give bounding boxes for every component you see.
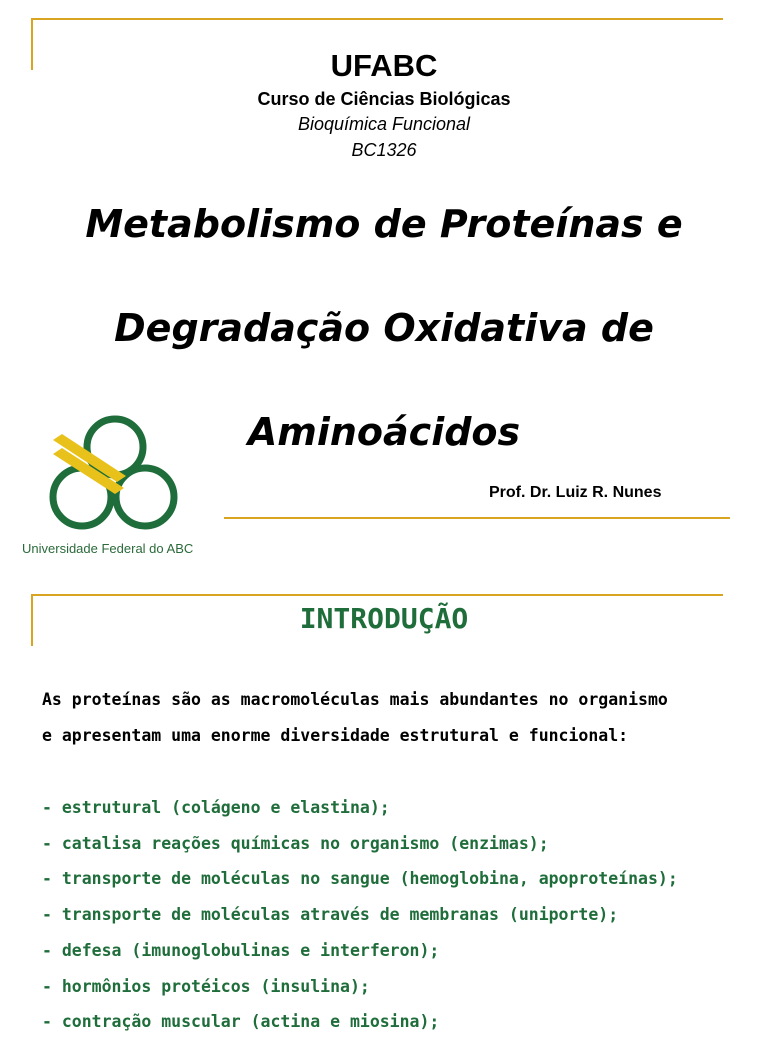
subject-name: Bioquímica Funcional [297,114,471,134]
title-line-3: Aminoácidos [247,410,521,454]
title-line-1: Metabolismo de Proteínas e [85,202,683,246]
list-item: - defesa (imunoglobulinas e interferon); [42,940,440,960]
university-name: UFABC [330,48,438,83]
intro-paragraph [42,682,742,754]
function-list [42,790,762,1040]
intro-line-1: As proteínas são as macromoléculas mais abundantes no organismo [42,690,668,709]
list-item: - catalisa reações químicas no organismo (enzimas); [42,833,549,853]
list-item: - hormônios protéicos (insulina); [42,976,370,996]
course-code: BC1326 [351,140,417,160]
course-name: Curso de Ciências Biológicas [257,89,511,109]
author-underline [224,517,730,519]
top-border-line [31,18,723,20]
title-line-2: Degradação Oxidativa de [114,306,654,350]
list-item: - contração muscular (actina e miosina); [42,1012,440,1032]
ufabc-logo [20,410,210,560]
list-item: - transporte de moléculas através de membranas (uniporte); [42,905,619,925]
logo-caption: Universidade Federal do ABC [22,541,194,556]
section-heading: INTRODUÇÃO [299,602,469,635]
intro-line-2: e apresentam uma enorme diversidade estrutural e funcional: [42,726,629,745]
list-item: - estrutural (colágeno e elastina); [42,798,390,817]
slide2-top-border-line [31,594,723,596]
author-name: Prof. Dr. Luiz R. Nunes [489,484,662,501]
list-item: - transporte de moléculas no sangue (hemoglobina, apoproteínas); [42,869,678,889]
